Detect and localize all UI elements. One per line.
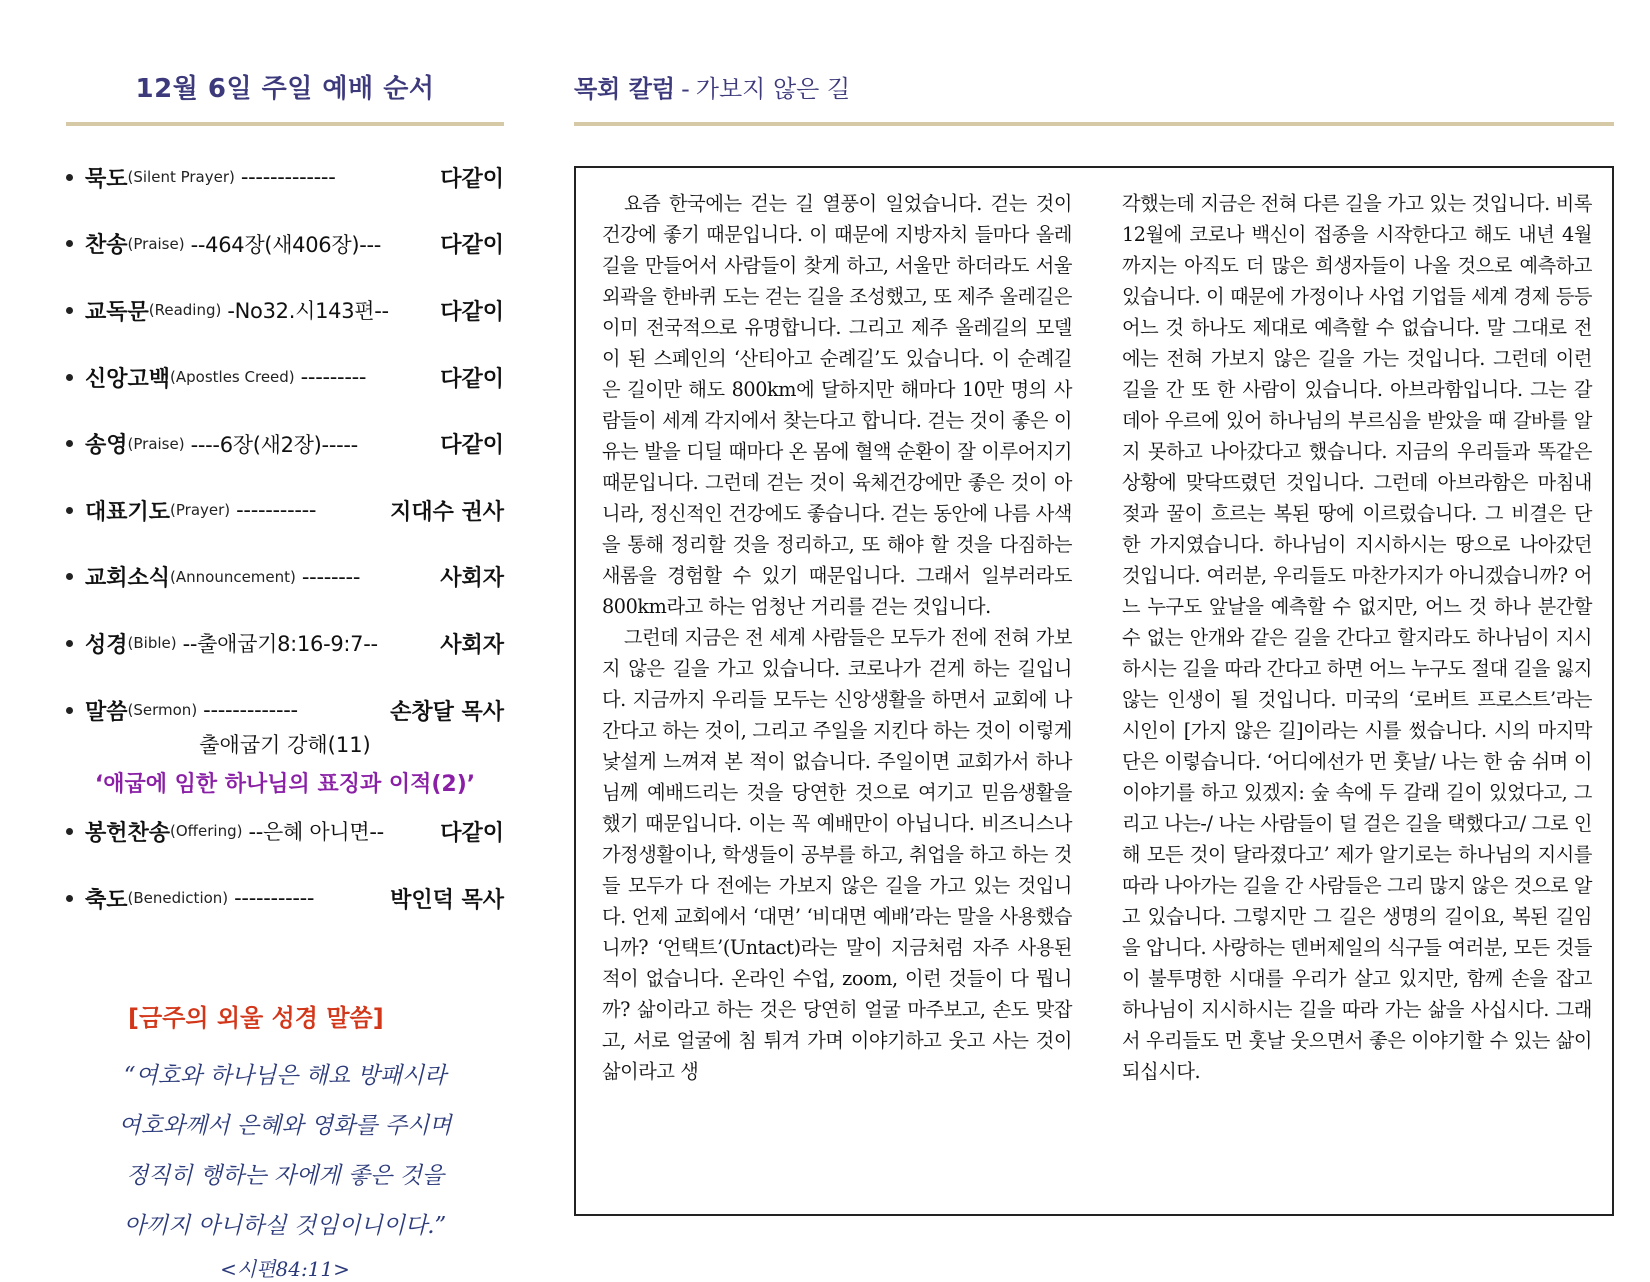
memory-verse-text: [66, 1051, 504, 1251]
column-heading: 가보지 않은 길: [695, 75, 851, 103]
column-paragraph: 각했는데 지금은 전혀 다른 길을 가고 있는 것입니다. 비록 12월에 코로나 백신이 접종을 시작한다고 해도 내년 4월까지는 아직도 더 많은 희생자들이 나올 것으로 예측하고 있습니다. 이 때문에 가정이나 사업 기업들 세계 경제 등등 어느 것 하나도 제대로 예측할 수 없습니다. 말 그대로 전에는 전혀 가보지 않은 길을 가는 것입니다. 그런데 이런 길을 간 또 한 사람이 있습니다. 아브라함입니다. 그는 갈데아 우르에 있어 하나님의 부르심을 받았을 때 갈바를 알지 못하고 나아갔다고 했습니다. 지금의 우리들과 똑같은 상황에 맞닥뜨렸던 것입니다. 그런데 아브라함은 마침내 젖과 꿀이 흐르는 복된 땅에 이르렀습니다. 그 비결은 단 한 가지였습니다. 하나님이 지시하시는 땅으로 나아갔던 것입니다. 여러분, 우리들도 마찬가지가 아니겠습니까? 어느 누구도 앞날을 예측할 수 없지만, 어느 것 하나 분간할 수 없는 안개와 같은 길을 간다고 할지라도 하나님이 지시하시는 길을 따라 간다고 하면 어느 누구도 절대 길을 잃지 않는 인생이 될 것입니다. 미국의 ‘로버트 프로스트’라는 시인이 [가지 않은 길]이라는 시를 썼습니다. 시의 마지막단은 이렇습니다. ‘어디에선가 먼 훗날/ 나는 한 숨 쉬며 이 이야기를 하고 있겠지: 숲 속에 두 갈래 길이 있었다고, 그리고 나는-/ 나는 사람들이 덜 걸은 길을 택했다고/ 그로 인해 모든 것이 달라졌다고’ 제가 알기로는 하나님의 지시를 따라 나아가는 길을 간 사람들은 그리 많지 않은 것으로 알고 있습니다. 그렇지만 그 길은 생명의 길이요, 복된 길임을 압니다. 사랑하는 덴버제일의 식구들 여러분, 모든 것들이 불투명한 시대를 우리가 살고 있지만, 함께 손을 잡고 하나님이 지시하시는 길을 따라 가는 삶을 사십시다. 그래서 우리들도 먼 훗날 웃으면서 좋은 이야기할 수 있는 삶이 되십시다.: [1122, 192, 1592, 1083]
column-title-separator: -: [681, 75, 690, 103]
order-item: 묵도 (Silent Prayer) ------------- 다같이: [66, 144, 504, 211]
order-item: 교독문 (Reading) -No32.시143편-- 다같이: [66, 277, 504, 344]
verse-line: 아끼지 아니하실 것임이니이다.”: [123, 1213, 447, 1240]
verse-line: 여호와께서 은혜와 영화를 주시며: [118, 1113, 452, 1140]
order-item: 송영 (Praise) ----6장(새2장)----- 다같이: [66, 410, 504, 477]
worship-order-panel: [66, 64, 504, 1282]
column-title: [574, 64, 1614, 114]
order-item: 신앙고백 (Apostles Creed) --------- 다같이: [66, 344, 504, 411]
column-paragraph: 그런데 지금은 전 세계 사람들은 모두가 전에 전혀 가보지 않은 길을 가고 있습니다. 코로나가 걷게 하는 길입니다. 지금까지 우리들 모두는 신앙생활을 하면서 교회에 나간다고 하는 것이, 그리고 주일을 지킨다 하는 것이 이렇게 낯설게 느껴져 본 적이 없습니다. 주일이면 교회가서 하나님께 예배드리는 것을 당연한 것으로 여기고 믿음생활을 했기 때문입니다. 이는 꼭 예배만이 아닙니다. 비즈니스나 가정생활이나, 학생들이 공부를 하고, 취업을 하고 하는 것들 모두가 다 전에는 가보지 않은 길을 가고 있는 것입니다. 언제 교회에서 ‘대면’ ‘비대면 예배’라는 말을 사용했습니까? ‘언택트’(Untact)라는 말이 지금처럼 자주 사용된 적이 없습니다. 온라인 수업, zoom, 이런 것들이 다 뭡니까? 삶이라고 하는 것은 당연히 얼굴 마주보고, 손도 맞잡고, 서로 얼굴에 침 튀겨 가며 이야기하고 웃고 사는 것이 삶이라고 생: [602, 626, 1072, 1083]
worship-order-title: 12월 6일 주일 예배 순서: [135, 74, 435, 104]
column-text-left: [602, 188, 1072, 1194]
column-text-box: [574, 166, 1614, 1216]
bullet-icon: [66, 507, 73, 514]
order-item: 봉헌찬송 (Offering) --은혜 아니면-- 다같이: [66, 802, 504, 860]
column-paragraph: 요즘 한국에는 걷는 길 열풍이 일었습니다. 걷는 것이 건강에 좋기 때문입니다. 이 때문에 지방자치 들마다 올레길을 만들어서 사람들이 찾게 하고, 서울만 하더라도 서울 외곽을 한바퀴 도는 걷는 길을 조성했고, 또 제주 올레길은 이미 전국적으로 유명합니다. 그리고 제주 올레길의 모델이 된 스페인의 ‘산티아고 순례길’도 있습니다. 이 순례길은 길이만 해도 800km에 달하지만 해마다 10만 명의 사람들이 세계 각지에서 찾는다고 합니다. 걷는 것이 좋은 이유는 발을 디딜 때마다 온 몸에 혈액 순환이 잘 이루어지기 때문입니다. 그런데 걷는 것이 육체건강에만 좋은 것이 아니라, 정신적인 건강에도 좋습니다. 걷는 동안에 나름 사색을 통해 정리할 것을 정리하고, 또 해야 할 것을 다짐하는 새롬을 경험할 수 있기 때문입니다. 그래서 일부러라도 800km라고 하는 엄청난 거리를 걷는 것입니다.: [602, 192, 1072, 618]
memory-verse-heading: [금주의 외울 성경 말씀]: [128, 1004, 384, 1033]
bullet-icon: [66, 707, 73, 714]
order-item: 대표기도 (Prayer) ----------- 지대수 권사: [66, 477, 504, 544]
bullet-icon: [66, 374, 73, 381]
pastor-column-panel: [574, 64, 1614, 1083]
bullet-icon: [66, 240, 73, 247]
order-item-sermon: 말씀 (Sermon) ------------- 손창달 목사: [66, 677, 504, 744]
bullet-icon: [66, 573, 73, 580]
column-title-divider: [574, 122, 1614, 126]
title-divider: [66, 122, 504, 126]
memory-verse-reference: <시편84:11>: [220, 1257, 350, 1282]
bullet-icon: [66, 895, 73, 902]
order-item: 성경 (Bible) --출애굽기8:16-9:7-- 사회자: [66, 610, 504, 677]
order-item: 축도 (Benediction) ----------- 박인덕 목사: [66, 860, 504, 936]
bullet-icon: [66, 640, 73, 647]
worship-order-list-continued: [66, 802, 504, 936]
verse-line: 정직히 행하는 자에게 좋은 것을: [125, 1163, 445, 1190]
verse-line: “여호와 하나님은 해요 방패시라: [123, 1063, 447, 1090]
bullet-icon: [66, 828, 73, 835]
bullet-icon: [66, 307, 73, 314]
order-item: 찬송 (Praise) --464장(새406장)--- 다같이: [66, 211, 504, 278]
column-label: 목회 칼럼: [574, 75, 676, 103]
worship-order-list: [66, 144, 504, 743]
order-item: 교회소식 (Announcement) -------- 사회자: [66, 544, 504, 611]
sermon-subtitle: 출애굽기 강해(11): [199, 733, 371, 758]
sermon-title: ‘애굽에 임한 하나님의 표징과 이적(2)’: [94, 772, 476, 798]
bullet-icon: [66, 440, 73, 447]
column-text-right: [1122, 188, 1592, 1194]
bullet-icon: [66, 174, 73, 181]
